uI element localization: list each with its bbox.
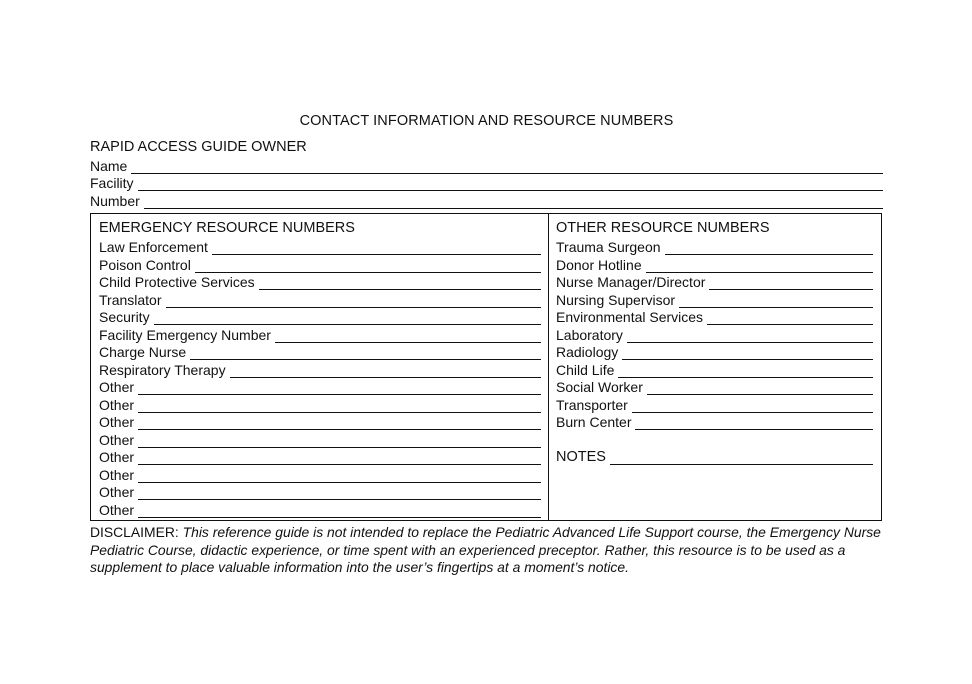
blank-line[interactable] [138,417,541,430]
resource-label: Other [99,396,135,413]
resource-row[interactable] [99,395,541,413]
field-label: Name [90,158,128,174]
resource-label: Other [99,414,135,430]
owner-number-field[interactable] [90,192,883,209]
resource-row[interactable] [556,360,873,378]
blank-line[interactable] [212,242,541,255]
resource-label: Nursing Supervisor [556,291,676,308]
resource-row[interactable] [556,255,873,273]
emergency-column [99,220,541,518]
resource-label: Other [99,449,135,465]
resource-label: Radiology [556,344,619,360]
spacer [556,430,873,448]
resource-row[interactable] [556,378,873,396]
blank-line[interactable] [610,452,873,465]
blank-line[interactable] [646,260,873,273]
blank-line[interactable] [230,365,541,378]
resource-label: Other [99,484,135,500]
page-title: CONTACT INFORMATION AND RESOURCE NUMBERS [299,113,674,129]
owner-facility-field[interactable] [90,174,883,191]
resource-label: Poison Control [99,256,191,273]
blank-line[interactable] [154,312,541,325]
blank-line[interactable] [138,400,541,413]
resource-row[interactable] [99,465,541,483]
resource-row[interactable] [99,273,541,291]
resource-row[interactable] [99,500,541,518]
resource-row[interactable] [99,413,541,431]
blank-line[interactable] [709,277,873,290]
resource-label: Laboratory [556,326,623,343]
other-heading: OTHER RESOURCE NUMBERS [556,220,770,236]
resource-label: Other [99,501,135,518]
resource-row[interactable] [99,343,541,361]
resource-label: Nurse Manager/Director [556,274,706,290]
blank-line[interactable] [632,400,873,413]
resource-label: Other [99,379,135,395]
resource-label: Transporter [556,396,628,413]
resource-row[interactable] [99,308,541,326]
blank-line[interactable] [259,277,541,290]
other-list [556,238,873,431]
resource-label: Security [99,309,150,325]
blank-line[interactable] [195,260,541,273]
resource-label: Law Enforcement [99,239,208,255]
resource-row[interactable] [99,238,541,256]
resource-label: Respiratory Therapy [99,361,226,378]
resource-row[interactable] [556,308,873,326]
resource-label: Social Worker [556,379,643,395]
resource-label: Other [99,431,135,448]
blank-line[interactable] [166,295,541,308]
blank-line[interactable] [707,312,873,325]
resource-row[interactable] [556,395,873,413]
blank-line[interactable] [138,452,541,465]
resource-row[interactable] [556,273,873,291]
field-label: Facility [90,175,134,191]
blank-line[interactable] [622,347,873,360]
resource-row[interactable] [99,255,541,273]
blank-line[interactable] [138,178,883,191]
column-divider [548,214,549,520]
blank-line[interactable] [138,470,541,483]
blank-line[interactable] [679,295,873,308]
blank-line[interactable] [647,382,873,395]
blank-line[interactable] [138,382,541,395]
resource-row[interactable] [556,238,873,256]
blank-line[interactable] [144,196,883,209]
blank-line[interactable] [138,505,541,518]
resource-row[interactable] [556,343,873,361]
resource-row[interactable] [99,483,541,501]
resource-row[interactable] [99,360,541,378]
resource-row[interactable] [556,413,873,431]
resource-row[interactable] [556,290,873,308]
blank-line[interactable] [131,161,883,174]
resource-label: Child Protective Services [99,274,255,290]
resource-box [90,213,882,521]
emergency-list [99,238,541,518]
notes-field[interactable] [556,448,873,466]
blank-line[interactable] [138,487,541,500]
resource-label: Child Life [556,361,615,378]
resource-label: Other [99,466,135,483]
resource-label: Trauma Surgeon [556,239,661,255]
disclaimer-lead: DISCLAIMER: [90,524,179,540]
resource-row[interactable] [99,378,541,396]
disclaimer-text: This reference guide is not intended to replace the Pediatric Advanced Life Support course, the Emergency Nurse Pediatric Course, didactic experience, or time spent with an experienced preceptor. Rather, this resource is to be used as a supplement to place valuable information into the user’s fingertips at a moment’s notice. [90,524,881,575]
resource-label: Environmental Services [556,309,704,325]
blank-line[interactable] [627,330,873,343]
emergency-heading: EMERGENCY RESOURCE NUMBERS [99,220,355,236]
resource-label: Translator [99,291,162,308]
resource-row[interactable] [99,430,541,448]
field-label: Number [90,193,140,209]
blank-line[interactable] [618,365,873,378]
resource-label: Charge Nurse [99,344,187,360]
blank-line[interactable] [635,417,873,430]
owner-name-field[interactable] [90,157,883,174]
resource-row[interactable] [99,448,541,466]
blank-line[interactable] [190,347,541,360]
resource-label: Facility Emergency Number [99,326,271,343]
blank-line[interactable] [275,330,541,343]
resource-row[interactable] [556,325,873,343]
disclaimer [90,524,890,577]
resource-label: Donor Hotline [556,256,642,273]
blank-line[interactable] [138,435,541,448]
notes-label: NOTES [556,449,606,465]
resource-row[interactable] [99,325,541,343]
other-column [556,220,873,465]
blank-line[interactable] [665,242,873,255]
resource-label: Burn Center [556,414,632,430]
owner-heading: RAPID ACCESS GUIDE OWNER [90,139,307,155]
resource-row[interactable] [99,290,541,308]
